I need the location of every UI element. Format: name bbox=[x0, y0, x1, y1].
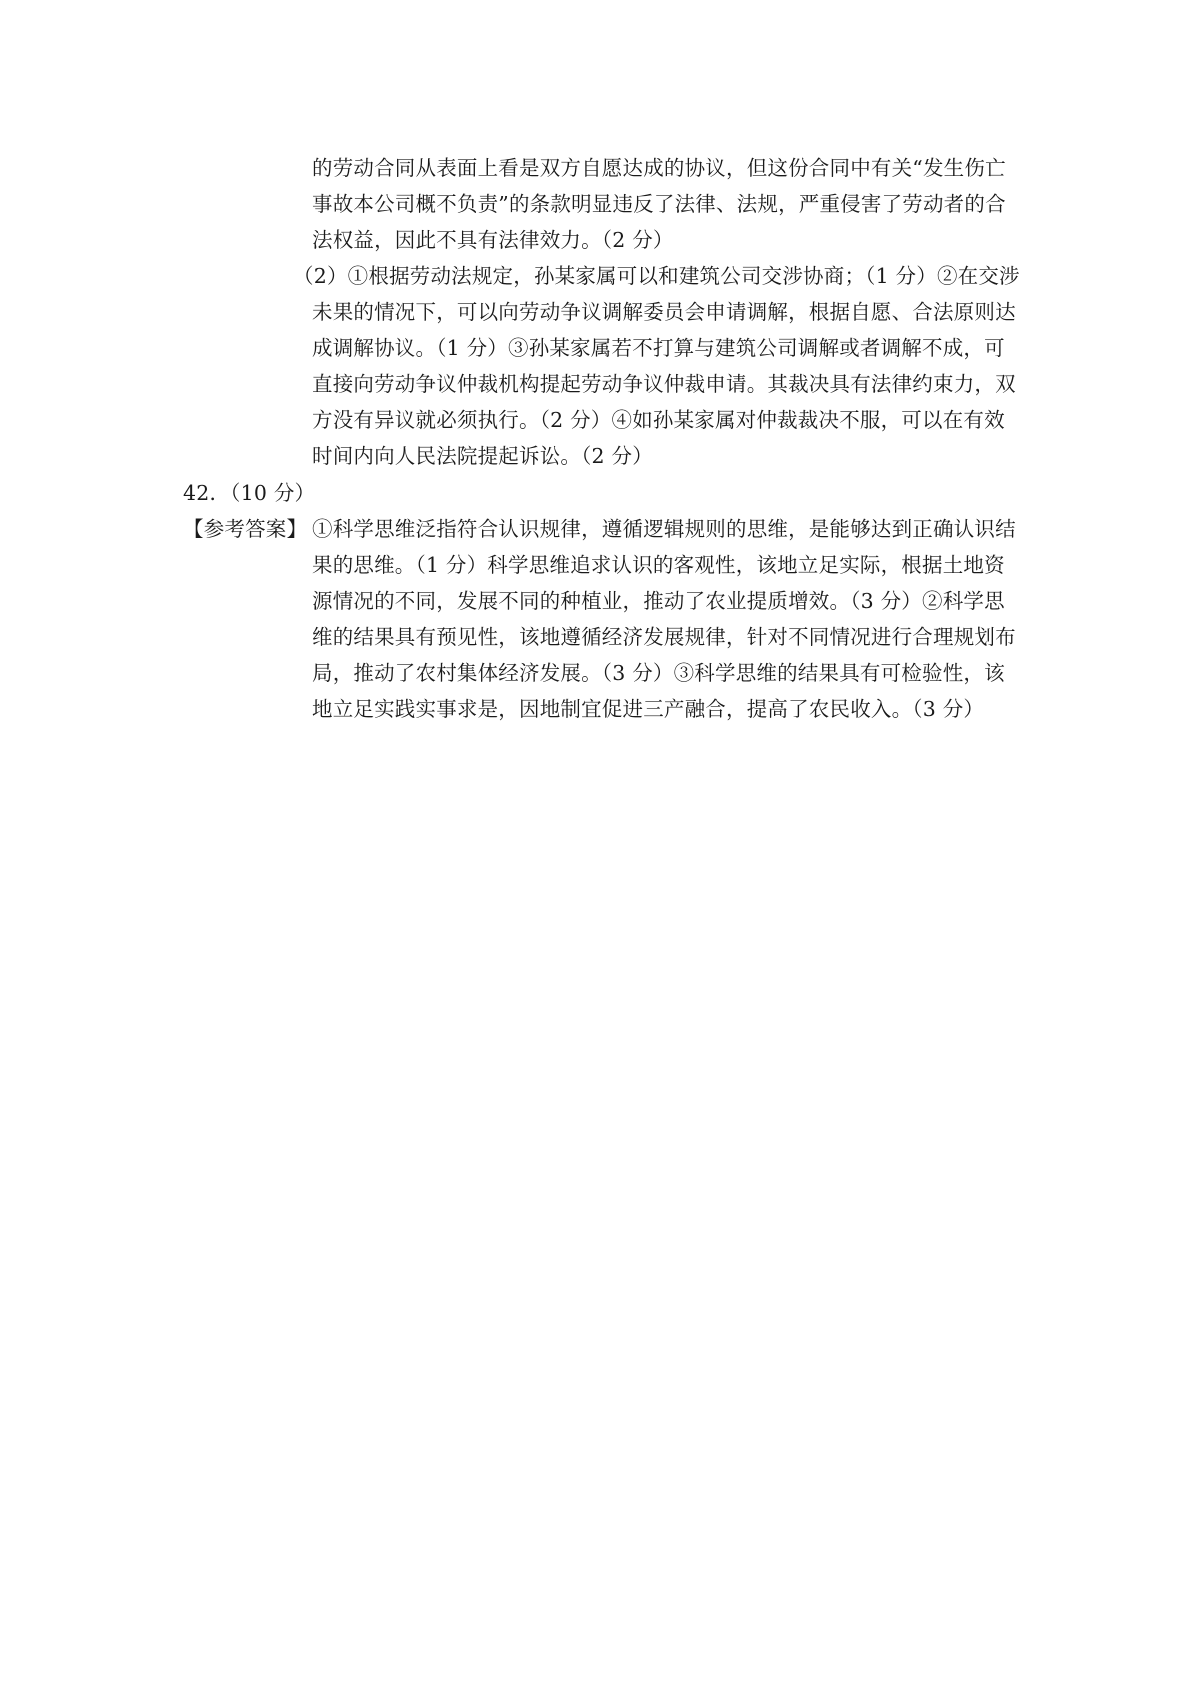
q41-part2-line-1: 未果的情况下，可以向劳动争议调解委员会申请调解，根据自愿、合法原则达 bbox=[312, 300, 1016, 324]
q42-line-1: 果的思维。（1 分）科学思维追求认识的客观性，该地立足实际，根据土地资 bbox=[312, 553, 1005, 577]
q41-part2-line-5: 时间内向人民法院提起诉讼。（2 分） bbox=[312, 444, 653, 468]
q41-part1-line-3: 法权益，因此不具有法律效力。（2 分） bbox=[312, 228, 674, 252]
q41-part2-line-4: 方没有异议就必须执行。（2 分）④如孙某家属对仲裁裁决不服，可以在有效 bbox=[312, 408, 1005, 432]
q41-part1-line-1: 的劳动合同从表面上看是双方自愿达成的协议，但这份合同中有关“发生伤亡 bbox=[312, 156, 1006, 180]
q41-part1-line-2: 事故本公司概不负责”的条款明显违反了法律、法规，严重侵害了劳动者的合 bbox=[312, 192, 1006, 216]
q41-part2-line-2: 成调解协议。（1 分）③孙某家属若不打算与建筑公司调解或者调解不成，可 bbox=[312, 336, 1005, 360]
q42-line-3: 维的结果具有预见性，该地遵循经济发展规律，针对不同情况进行合理规划布 bbox=[312, 625, 1016, 649]
q42-line-4: 局，推动了农村集体经济发展。（3 分）③科学思维的结果具有可检验性，该 bbox=[312, 661, 1005, 685]
q42-answer-label: 【参考答案】 bbox=[183, 517, 308, 541]
q41-part2-first-line: （2）①根据劳动法规定，孙某家属可以和建筑公司交涉协商；（1 分）②在交涉 bbox=[293, 264, 1020, 288]
q42-first-line: ①科学思维泛指符合认识规律，遵循逻辑规则的思维，是能够达到正确认识结 bbox=[312, 517, 1016, 541]
q42-heading: 42．（10 分） bbox=[183, 481, 316, 505]
q42-line-2: 源情况的不同，发展不同的种植业，推动了农业提质增效。（3 分）②科学思 bbox=[312, 589, 1005, 613]
q42-line-5: 地立足实践实事求是，因地制宜促进三产融合，提高了农民收入。（3 分） bbox=[312, 697, 985, 721]
q41-part2-line-3: 直接向劳动争议仲裁机构提起劳动争议仲裁申请。其裁决具有法律约束力，双 bbox=[312, 372, 1016, 396]
